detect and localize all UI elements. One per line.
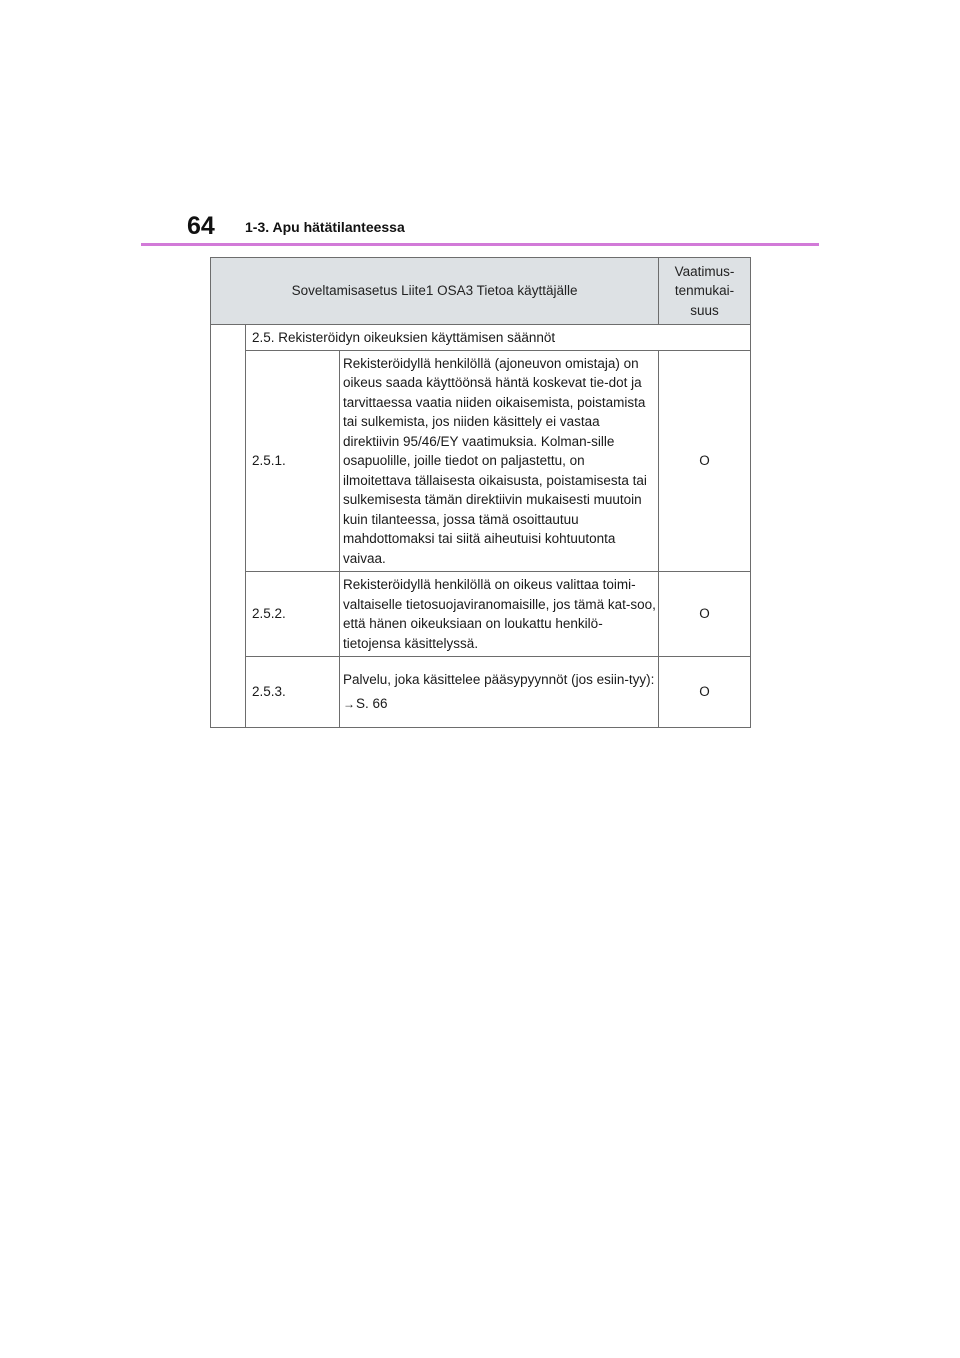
table-subheading-row [211,325,751,351]
arrow-right-icon: → [343,696,355,711]
table-header-row [211,258,751,325]
table-header-main: Soveltamisasetus Liite1 OSA3 Tietoa käyttäjälle [211,258,659,325]
row-compliance: O [659,351,751,572]
regulation-table [210,257,751,728]
row-compliance: O [659,572,751,657]
row-number: 2.5.2. [246,572,340,657]
table-row [211,572,751,657]
page-reference-text: S. 66 [356,695,388,711]
row-number: 2.5.1. [246,351,340,572]
header-divider [141,243,819,246]
row-description [340,572,659,657]
page-reference [343,694,656,715]
row-description-text: Rekisteröidyllä henkilöllä on oikeus valittaa toimi-valtaiselle tietosuojaviranomaisille, jos tämä kat-soo, että hänen oikeuksiaan on loukattu henkilö-tietojensa käsittelyssä. [343,577,656,651]
row-description-text: Rekisteröidyllä henkilöllä (ajoneuvon omistaja) on oikeus saada käyttöönsä häntä koskevat tie-dot ja tarvittaessa vaatia niiden oikaisemista, poistamista tai sulkemista, jos niiden käsittely ei vastaa direktiivin 95/46/EY vaatimuksia. Kolman-sille osapuolille, joille tiedot on paljastettu, on ilmoitettava tällaisesta oikaisusta, poistamisesta tai sulkemisesta tämän direktiivin mukaisesti muutoin kuin tilanteessa, jossa tämä osoittautuu mahdottomaksi tai siitä aiheutuisi kohtuutonta vaivaa. [343,355,647,566]
section-title: 1-3. Apu hätätilanteessa [245,219,405,235]
row-description [340,351,659,572]
table-subheading: 2.5. Rekisteröidyn oikeuksien käyttämisen säännöt [246,325,751,351]
row-number: 2.5.3. [246,657,340,728]
row-description-text: Palvelu, joka käsittelee pääsypyynnöt (jos esiin-tyy): [343,672,655,687]
row-description [340,657,659,728]
page-number: 64 [187,212,215,240]
row-compliance: O [659,657,751,728]
table-header-compliance: Vaatimus- tenmukai- suus [659,258,751,325]
table-row [211,657,751,728]
table-indent-cell [211,325,246,728]
table-row [211,351,751,572]
